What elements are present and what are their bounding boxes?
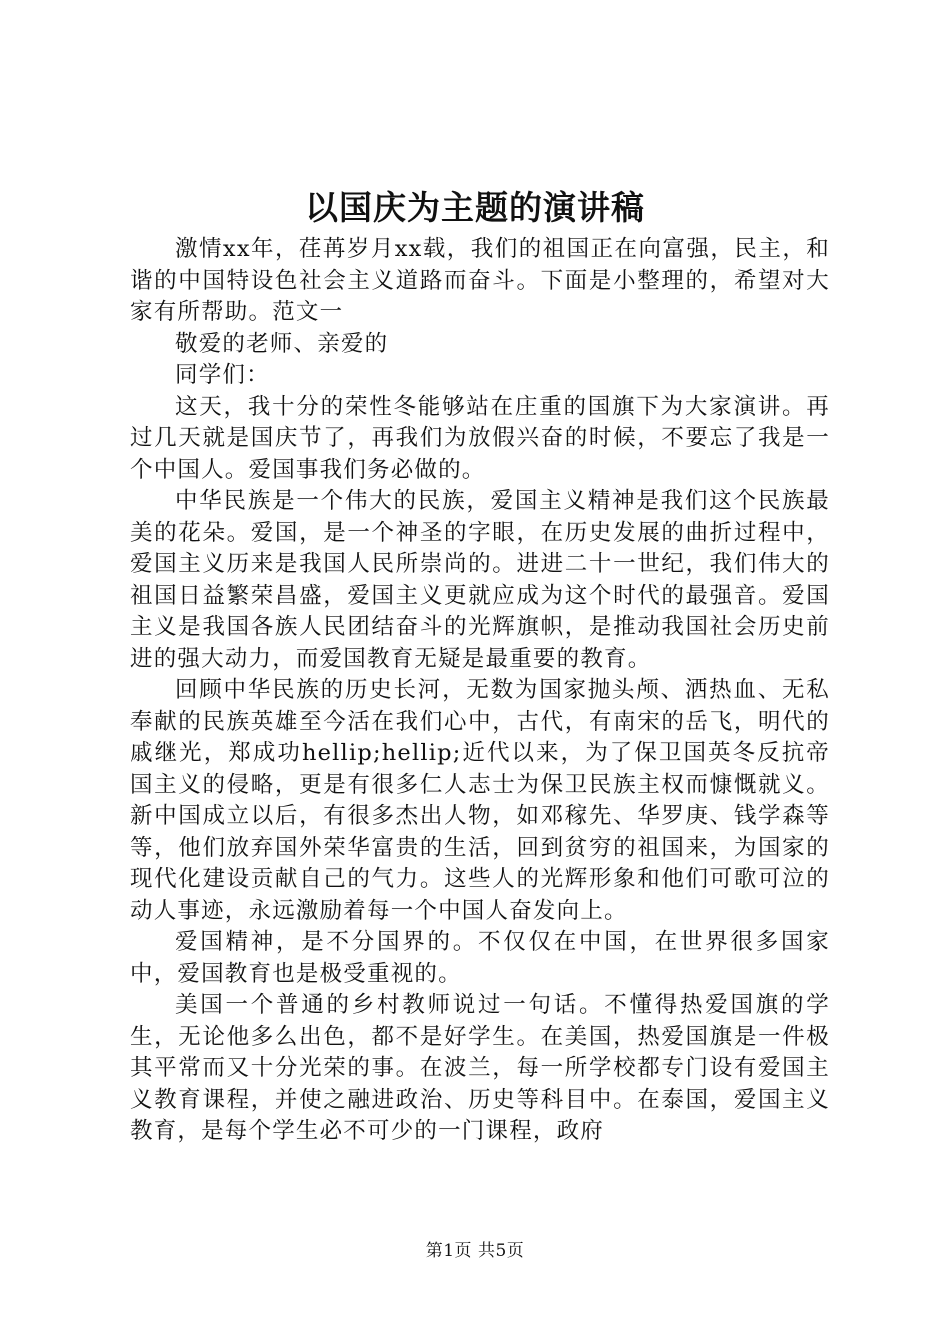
document-title: 以国庆为主题的演讲稿: [305, 188, 645, 227]
paragraph-international: 爱国精神，是不分国界的。不仅仅在中国，在世界很多国家中，爱国教育也是极受重视的。: [130, 929, 830, 987]
paragraph-history: 回顾中华民族的历史长河，无数为国家抛头颅、洒热血、无私奉献的民族英雄至今活在我们心中，古代，有南宋的岳飞，明代的戚继光，郑成功hellip;hellip;近代以来，为了保卫国英冬反抗帝国主义的侵略，更是有很多仁人志士为保卫民族主权而慷慨就义。新中国成立以后，有很多杰出人物，如邓稼先、华罗庚、钱学森等等，他们放弃国外荣华富贵的生活，回到贫穷的祖国来，为国家的现代化建设贡献自己的气力。这些人的光辉形象和他们可歌可泣的动人事迹，永远激励着每一个中国人奋发向上。: [130, 677, 830, 924]
paragraph-salutation: 敬爱的老师、亲爱的: [175, 330, 389, 357]
document-body: [130, 234, 830, 1148]
paragraph-intro: 激情xx年，荏苒岁月xx载，我们的祖国正在向富强，民主，和谐的中国特设色社会主义道路而奋斗。下面是小整理的，希望对大家有所帮助。范文一: [130, 236, 830, 325]
page-footer: 第1页 共5页: [425, 1241, 525, 1261]
paragraph-opening: 这天，我十分的荣性冬能够站在庄重的国旗下为大家演讲。再过几天就是国庆节了，再我们为放假兴奋的时候，不要忘了我是一个中国人。爱国事我们务必做的。: [130, 393, 830, 483]
paragraph-patriotism: 中华民族是一个伟大的民族，爱国主义精神是我们这个民族最美的花朵。爱国，是一个神圣的字眼，在历史发展的曲折过程中，爱国主义历来是我国人民所崇尚的。进进二十一世纪，我们伟大的祖国日益繁荣昌盛，爱国主义更就应成为这个时代的最强音。爱国主义是我国各族人民团结奋斗的光辉旗帜，是推动我国社会历史前进的强大动力，而爱国教育无疑是最重要的教育。: [130, 488, 830, 672]
paragraph-salutation-2: 同学们：: [175, 362, 270, 388]
paragraph-examples: 美国一个普通的乡村教师说过一句话。不懂得热爱国旗的学生，无论他多么出色，都不是好学生。在美国，热爱国旗是一件极其平常而又十分光荣的事。在波兰，每一所学校都专门设有爱国主义教育课程，并使之融进政治、历史等科目中。在泰国，爱国主义教育，是每个学生必不可少的一门课程，政府: [130, 992, 830, 1144]
